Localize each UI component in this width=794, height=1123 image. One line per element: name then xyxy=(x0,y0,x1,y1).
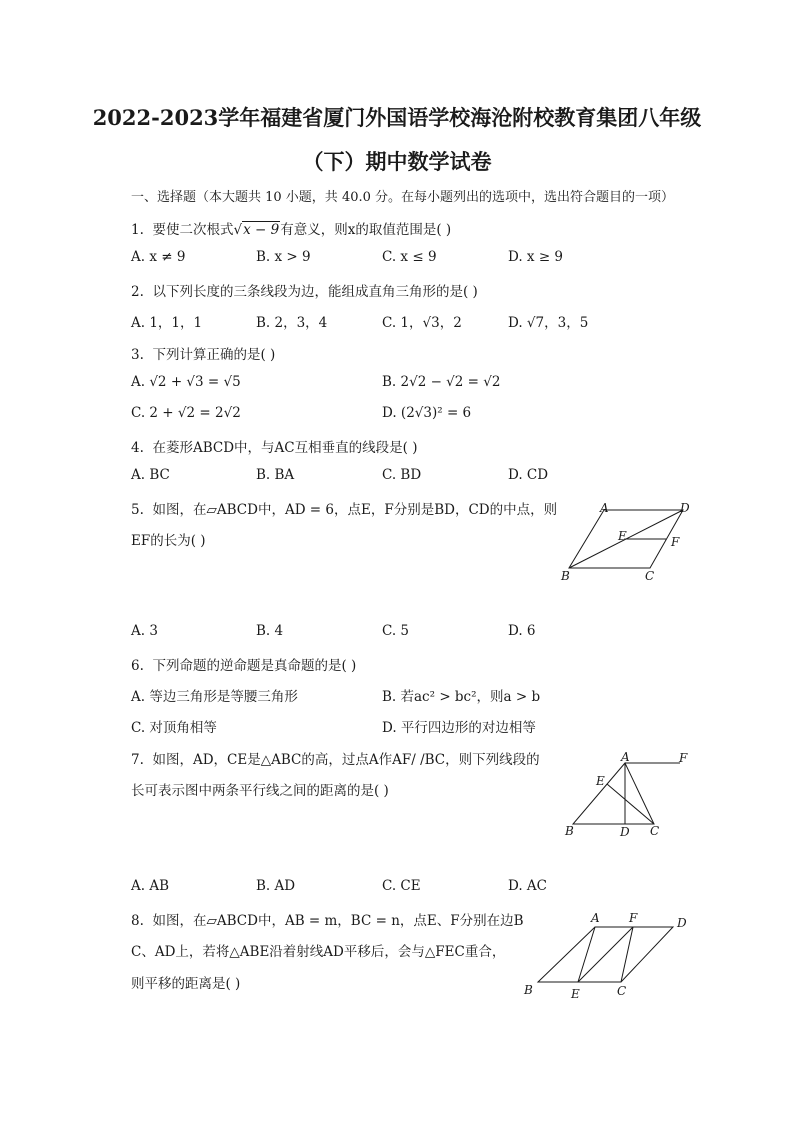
question-stem: 下列命题的逆命题是真命题的是( ) xyxy=(152,658,357,674)
question-number: 2. xyxy=(131,284,144,300)
page-title-line1: 2022-2023学年福建省厦门外国语学校海沧附校教育集团八年级 xyxy=(92,105,702,130)
option-a[interactable]: A. √2 + √3 = √5 xyxy=(131,374,241,390)
label-d: D xyxy=(677,916,687,930)
label-f: F xyxy=(679,751,688,765)
section-heading: 一、选择题（本大题共 10 小题，共 40.0 分。在每小题列出的选项中，选出符合题目的一项） xyxy=(131,190,675,205)
question-number: 8. xyxy=(131,913,144,929)
option-c[interactable]: C. x ≤ 9 xyxy=(382,249,437,265)
option-a[interactable]: A. AB xyxy=(131,878,170,894)
figure-q7-triangle xyxy=(560,750,700,842)
triangle-abc xyxy=(573,763,654,824)
question-5 xyxy=(131,498,557,518)
option-d[interactable]: D. 平行四边形的对边相等 xyxy=(382,720,536,736)
label-e: E xyxy=(618,529,627,543)
question-number: 1. xyxy=(131,222,144,238)
label-e: E xyxy=(596,774,605,788)
question-5-cont: EF的长为( ) xyxy=(131,533,206,549)
option-a[interactable]: A. x ≠ 9 xyxy=(131,249,186,265)
option-d[interactable]: D. 6 xyxy=(508,623,536,639)
question-stem: 在菱形ABCD中，与AC互相垂直的线段是( ) xyxy=(152,440,418,456)
question-6 xyxy=(131,654,356,674)
figure-q5-parallelogram xyxy=(560,500,700,586)
option-d[interactable]: D. AC xyxy=(508,878,548,894)
question-8-cont2: 则平移的距离是( ) xyxy=(131,976,241,992)
option-d[interactable]: D. x ≥ 9 xyxy=(508,249,564,265)
label-e: E xyxy=(571,987,580,1001)
question-stem: 下列计算正确的是( ) xyxy=(152,347,276,363)
question-8 xyxy=(131,909,524,929)
option-c[interactable]: C. BD xyxy=(382,467,422,483)
option-d[interactable]: D. CD xyxy=(508,467,549,483)
question-stem-tail: 有意义，则x的取值范围是( ) xyxy=(280,222,452,238)
label-a: A xyxy=(600,501,609,515)
label-c: C xyxy=(645,569,655,583)
label-b: B xyxy=(565,824,574,838)
question-2 xyxy=(131,280,478,300)
label-f: F xyxy=(671,535,680,549)
page-title-line2: （下）期中数学试卷 xyxy=(302,149,492,174)
question-number: 3. xyxy=(131,347,144,363)
altitude-ce xyxy=(607,784,654,824)
label-b: B xyxy=(561,569,570,583)
option-c[interactable]: C. 1，√3，2 xyxy=(382,315,462,331)
option-b[interactable]: B. 2√2 − √2 = √2 xyxy=(382,374,501,390)
label-b: B xyxy=(524,983,533,997)
segment-fc xyxy=(621,927,633,982)
option-c[interactable]: C. 对顶角相等 xyxy=(131,720,217,736)
option-c[interactable]: C. 2 + √2 = 2√2 xyxy=(131,405,241,421)
option-b[interactable]: B. BA xyxy=(256,467,295,483)
question-number: 6. xyxy=(131,658,144,674)
option-a[interactable]: A. 等边三角形是等腰三角形 xyxy=(131,689,298,705)
label-c: C xyxy=(650,824,660,838)
label-a: A xyxy=(621,750,630,764)
option-b[interactable]: B. 4 xyxy=(256,623,284,639)
question-number: 4. xyxy=(131,440,144,456)
question-4 xyxy=(131,436,417,456)
label-c: C xyxy=(617,984,627,998)
question-7-cont: 长可表示图中两条平行线之间的距离的是( ) xyxy=(131,783,389,799)
sqrt-symbol: √ xyxy=(233,222,243,238)
question-stem: 要使二次根式 xyxy=(152,222,234,238)
option-a[interactable]: A. 3 xyxy=(131,623,158,639)
option-c[interactable]: C. 5 xyxy=(382,623,410,639)
option-b[interactable]: B. 2，3，4 xyxy=(256,315,328,331)
option-a[interactable]: A. 1，1，1 xyxy=(131,315,203,331)
question-stem: 以下列长度的三条线段为边，能组成直角三角形的是( ) xyxy=(152,284,478,300)
question-number: 7. xyxy=(131,752,144,768)
label-d: D xyxy=(620,825,630,839)
option-d[interactable]: D. √7，3，5 xyxy=(508,315,589,331)
figure-q8-parallelogram xyxy=(520,905,700,1005)
label-d: D xyxy=(680,501,690,515)
question-number: 5. xyxy=(131,502,144,518)
question-stem: 如图，在▱ABCD中，AB = m，BC = n，点E、F分别在边B xyxy=(152,913,524,929)
option-a[interactable]: A. BC xyxy=(131,467,170,483)
question-stem: 如图，在▱ABCD中，AD = 6，点E，F分别是BD，CD的中点，则 xyxy=(152,502,558,518)
option-d[interactable]: D. (2√3)² = 6 xyxy=(382,405,472,421)
option-b[interactable]: B. x > 9 xyxy=(256,249,311,265)
question-3 xyxy=(131,343,275,363)
option-b[interactable]: B. 若ac² > bc²，则a > b xyxy=(382,689,541,705)
question-stem: 如图，AD，CE是△ABC的高，过点A作AF/ /BC，则下列线段的 xyxy=(152,752,540,768)
label-f: F xyxy=(629,911,638,925)
question-1 xyxy=(131,218,451,238)
option-c[interactable]: C. CE xyxy=(382,878,421,894)
question-7 xyxy=(131,748,540,768)
label-a: A xyxy=(591,911,600,925)
radicand: x − 9 xyxy=(243,222,280,238)
option-b[interactable]: B. AD xyxy=(256,878,296,894)
question-8-cont: C、AD上，若将△ABE沿着射线AD平移后，会与△FEC重合， xyxy=(131,944,506,960)
